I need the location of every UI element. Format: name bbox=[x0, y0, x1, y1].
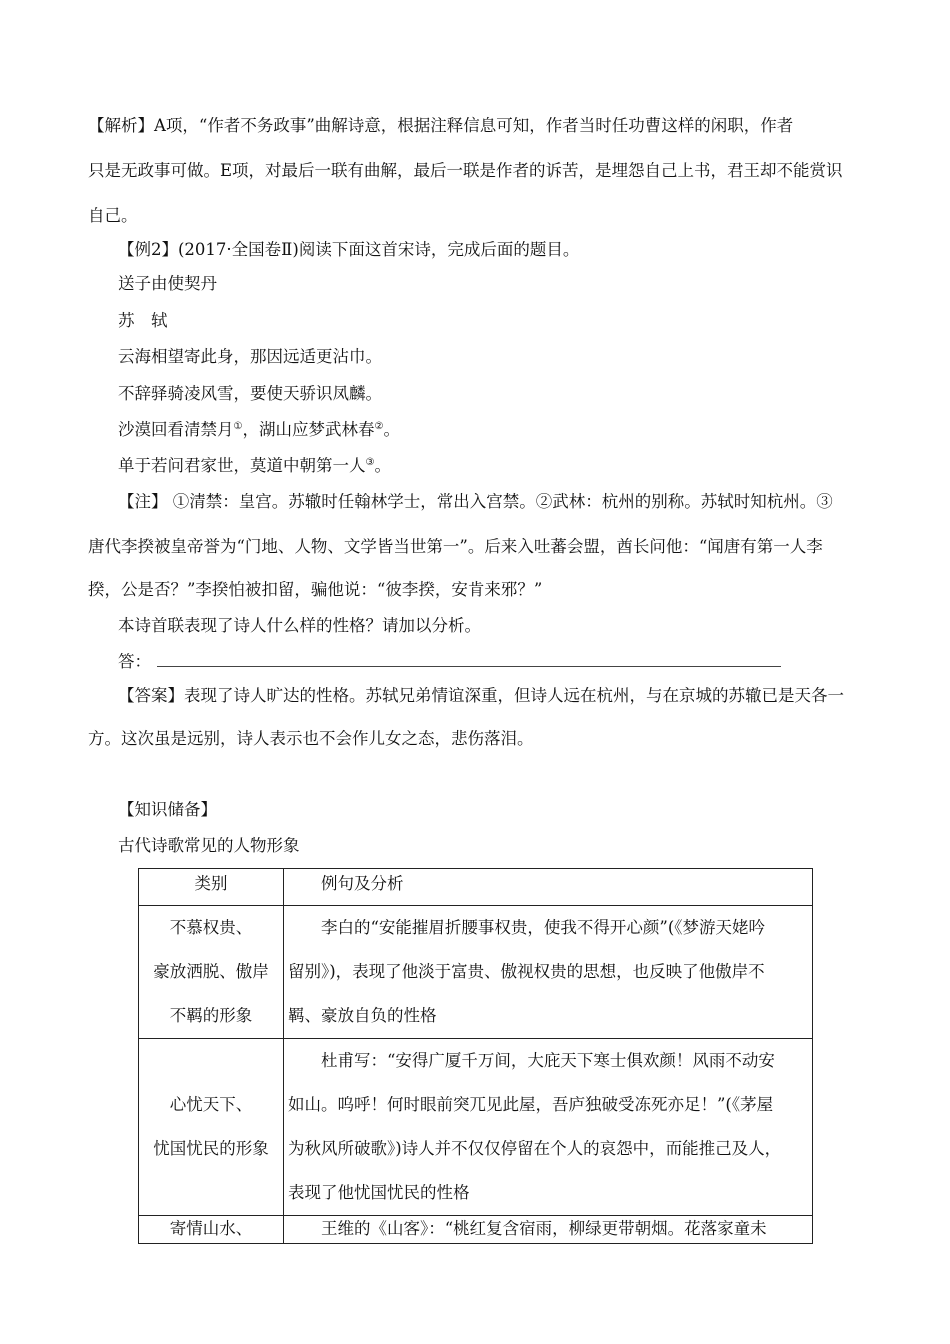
verse-4-part-2: 。 bbox=[374, 456, 391, 475]
note-line-3: 揆，公是否？”李揆怕被扣留，骗他说：“彼李揆，安肯来邪？” bbox=[88, 580, 543, 599]
table-row bbox=[139, 906, 813, 1039]
answer-key-line-1: 【答案】表现了诗人旷达的性格。苏轼兄弟情谊深重，但诗人远在杭州，与在京城的苏辙已是天各一 bbox=[118, 686, 844, 705]
row-3-content bbox=[284, 1216, 813, 1244]
poem-title: 送子由使契丹 bbox=[118, 274, 217, 293]
answer-key-line-2: 方。这次虽是远别，诗人表示也不会作儿女之态，悲伤落泪。 bbox=[88, 729, 534, 748]
row-2-category-line bbox=[139, 1039, 283, 1083]
verse-3-part-2: ，湖山应梦武林春 bbox=[242, 420, 375, 439]
analysis-line-1: 【解析】A项，“作者不务政事”曲解诗意，根据注释信息可知，作者当时任功曹这样的闲职，作者 bbox=[88, 116, 794, 135]
note-line-2: 唐代李揆被皇帝誉为“门地、人物、文学皆当世第一”。后来入吐蕃会盟，酋长问他：“闻唐有第一人李 bbox=[88, 537, 823, 556]
row-2-category-line: 忧国忧民的形象 bbox=[153, 1139, 269, 1158]
row-1-content-line: 留别》)，表现了他淡于富贵、傲视权贵的思想，也反映了他傲岸不 bbox=[288, 962, 765, 981]
table-row bbox=[139, 1216, 813, 1244]
row-1-content-line: 李白的“安能摧眉折腰事权贵，使我不得开心颜”(《梦游天姥吟 bbox=[321, 918, 766, 937]
poem-verse-2: 不辞驿骑凌风雪，要使天骄识凤麟。 bbox=[118, 384, 382, 403]
row-1-category-line: 不慕权贵、 bbox=[169, 918, 253, 937]
row-2-content-line: 如山。呜呼！何时眼前突兀见此屋，吾庐独破受冻死亦足！”(《茅屋 bbox=[288, 1095, 774, 1114]
poem-verse-3 bbox=[118, 418, 898, 442]
table-header-row bbox=[139, 869, 813, 906]
row-3-category-line: 寄情山水、 bbox=[169, 1219, 253, 1238]
footnote-mark-2: ② bbox=[374, 421, 384, 432]
analysis-line-3: 自己。 bbox=[88, 206, 138, 225]
knowledge-heading: 【知识储备】 bbox=[118, 800, 217, 819]
header-category bbox=[139, 869, 284, 906]
question-text: 本诗首联表现了诗人什么样的性格？请加以分析。 bbox=[118, 616, 481, 635]
row-2-category-line: 心忧天下、 bbox=[169, 1095, 253, 1114]
poem-author: 苏 轼 bbox=[118, 311, 168, 330]
poem-verse-1: 云海相望寄此身，那因远适更沾巾。 bbox=[118, 347, 382, 366]
footnote-mark-1: ① bbox=[233, 421, 243, 432]
row-3-content-line: 王维的《山客》：“桃红复含宿雨，柳绿更带朝烟。花落家童未 bbox=[321, 1219, 767, 1238]
table-row bbox=[139, 1039, 813, 1216]
note-line-1: 【注】 ①清禁：皇宫。苏辙时任翰林学士，常出入宫禁。②武林：杭州的别称。苏轼时知杭州。③ bbox=[118, 492, 833, 511]
example-heading: 【例2】(2017·全国卷Ⅱ)阅读下面这首宋诗，完成后面的题目。 bbox=[118, 240, 580, 259]
row-1-content bbox=[284, 906, 813, 1039]
answer-label: 答： bbox=[118, 652, 151, 671]
footnote-mark-3: ③ bbox=[365, 457, 375, 468]
verse-3-part-1: 沙漠回看清禁月 bbox=[118, 420, 234, 439]
knowledge-subheading: 古代诗歌常见的人物形象 bbox=[118, 836, 300, 855]
header-examples-label: 例句及分析 bbox=[321, 874, 404, 893]
row-2-content-line: 表现了他忧国忧民的性格 bbox=[288, 1183, 470, 1202]
header-category-label: 类别 bbox=[194, 874, 228, 893]
character-image-table bbox=[138, 868, 813, 1244]
row-2-content-line: 为秋风所破歌》)诗人并不仅仅停留在个人的哀怨中，而能推己及人， bbox=[288, 1139, 782, 1158]
row-2-content bbox=[284, 1039, 813, 1216]
row-3-category bbox=[139, 1216, 284, 1244]
poem-verse-4 bbox=[118, 454, 898, 478]
analysis-line-2: 只是无政事可做。E项，对最后一联有曲解，最后一联是作者的诉苦，是埋怨自己上书，君王却不能赏识 bbox=[88, 161, 843, 180]
row-1-category bbox=[139, 906, 284, 1039]
row-1-content-line: 羁、豪放自负的性格 bbox=[288, 1006, 437, 1025]
row-2-category bbox=[139, 1039, 284, 1216]
header-examples bbox=[284, 869, 813, 906]
answer-blank[interactable] bbox=[157, 652, 781, 667]
row-1-category-line: 豪放洒脱、傲岸 bbox=[153, 962, 269, 981]
verse-3-part-3: 。 bbox=[383, 420, 400, 439]
answer-line bbox=[118, 650, 898, 674]
verse-4-part-1: 单于若问君家世，莫道中朝第一人 bbox=[118, 456, 366, 475]
row-1-category-line: 不羁的形象 bbox=[169, 1006, 253, 1025]
row-2-content-line: 杜甫写：“安得广厦千万间，大庇天下寒士俱欢颜！风雨不动安 bbox=[321, 1051, 775, 1070]
